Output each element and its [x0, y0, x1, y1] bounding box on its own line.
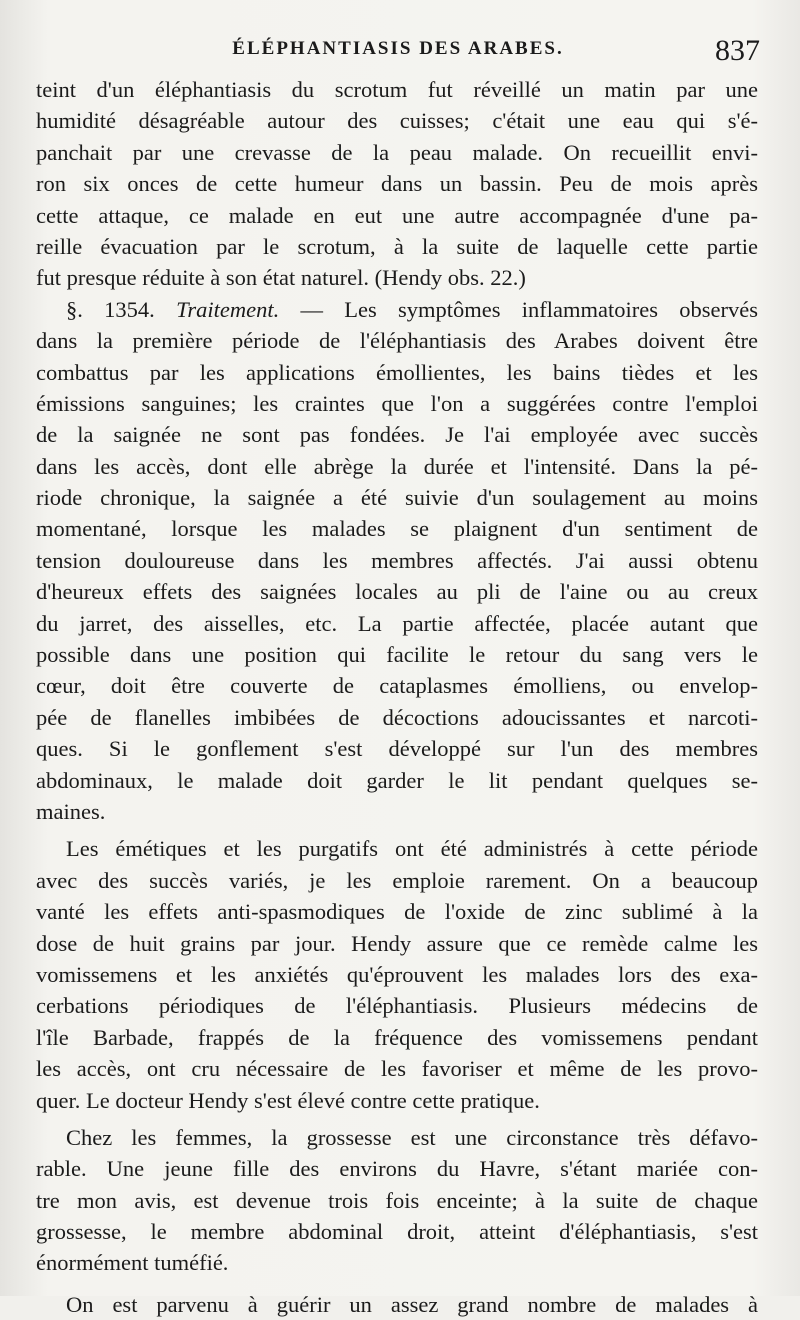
- text-line: ron six onces de cette humeur dans un bassin. Peu de mois après: [36, 171, 758, 197]
- section-text: — Les symptômes inflammatoires observés: [300, 296, 758, 322]
- text-line: vomissemens et les anxiétés qu'éprouvent les malades lors des exa-: [36, 961, 758, 987]
- text-line: vanté les effets anti-spasmodiques de l'oxide de zinc sublimé à la: [36, 899, 758, 925]
- text-line: cette attaque, ce malade en eut une autre accompagnée d'une pa-: [36, 202, 758, 228]
- text-line: pée de flanelles imbibées de décoctions adoucissantes et narcoti-: [36, 704, 758, 730]
- text-line: dans la première période de l'éléphantiasis des Arabes doivent être: [36, 328, 758, 354]
- text-line: On est parvenu à guérir un assez grand nombre de malades à: [66, 1291, 758, 1317]
- text-line: combattus par les applications émollientes, les bains tièdes et les: [36, 359, 758, 385]
- page-number: 837: [715, 34, 760, 67]
- text-line: tension douloureuse dans les membres affectés. J'ai aussi obtenu: [36, 547, 758, 573]
- text-line: fut presque réduite à son état naturel. (Hendy obs. 22.): [36, 265, 526, 291]
- page-header: [36, 34, 760, 74]
- text-line: reille évacuation par le scrotum, à la suite de laquelle cette partie: [36, 233, 758, 259]
- text-line: dose de huit grains par jour. Hendy assure que ce remède calme les: [36, 930, 758, 956]
- text-line: ques. Si le gonflement s'est développé sur l'un des membres: [36, 736, 758, 762]
- text-line: d'heureux effets des saignées locales au pli de l'aine ou au creux: [36, 579, 758, 605]
- text-line: dans les accès, dont elle abrège la durée et l'intensité. Dans la pé-: [36, 453, 758, 479]
- text-line: riode chronique, la saignée a été suivie d'un soulagement au moins: [36, 485, 758, 511]
- text-line: tre mon avis, est devenue trois fois enceinte; à la suite de chaque: [36, 1187, 758, 1213]
- text-line: Chez les femmes, la grossesse est une circonstance très défavo-: [66, 1124, 758, 1150]
- text-line: du jarret, des aisselles, etc. La partie affectée, placée autant que: [36, 610, 758, 636]
- text-line: momentané, lorsque les malades se plaignent d'un sentiment de: [36, 516, 758, 542]
- text-line: abdominaux, le malade doit garder le lit pendant quelques se-: [36, 767, 758, 793]
- text-line: de la saignée ne sont pas fondées. Je l'ai employée avec succès: [36, 422, 758, 448]
- text-line: teint d'un éléphantiasis du scrotum fut réveillé un matin par une: [36, 77, 758, 102]
- text-line: l'île Barbade, frappés de la fréquence des vomissemens pendant: [36, 1024, 758, 1050]
- text-line: les accès, ont cru nécessaire de les favoriser et même de les provo-: [36, 1056, 758, 1082]
- text-line: rable. Une jeune fille des environs du Havre, s'étant mariée con-: [36, 1156, 758, 1182]
- text-line: grossesse, le membre abdominal droit, atteint d'éléphantiasis, s'est: [36, 1219, 758, 1245]
- text-line: maines.: [36, 798, 106, 824]
- running-title: ÉLÉPHANTIASIS DES ARABES.: [232, 38, 564, 59]
- text-line: cerbations périodiques de l'éléphantiasis. Plusieurs médecins de: [36, 993, 758, 1019]
- text-line: quer. Le docteur Hendy s'est élevé contre cette pratique.: [36, 1087, 540, 1113]
- text-line: cœur, doit être couverte de cataplasmes émolliens, ou envelop-: [36, 673, 758, 699]
- text-line: humidité désagréable autour des cuisses; c'était une eau qui s'é-: [36, 108, 758, 134]
- section-heading-line: [36, 294, 758, 325]
- text-line: énormément tuméfié.: [36, 1250, 229, 1276]
- text-line: émissions sanguines; les craintes que l'on a suggérées contre l'emploi: [36, 390, 758, 416]
- section-title: Traitement.: [176, 296, 280, 322]
- text-line: panchait par une crevasse de la peau malade. On recueillit envi-: [36, 139, 758, 165]
- body-text: [36, 74, 758, 1320]
- text-line: Les émétiques et les purgatifs ont été administrés à cette période: [66, 836, 758, 862]
- section-number: §. 1354.: [66, 296, 155, 322]
- text-line: possible dans une position qui facilite le retour du sang vers le: [36, 642, 758, 668]
- text-line: avec des succès variés, je les emploie rarement. On a beaucoup: [36, 867, 758, 893]
